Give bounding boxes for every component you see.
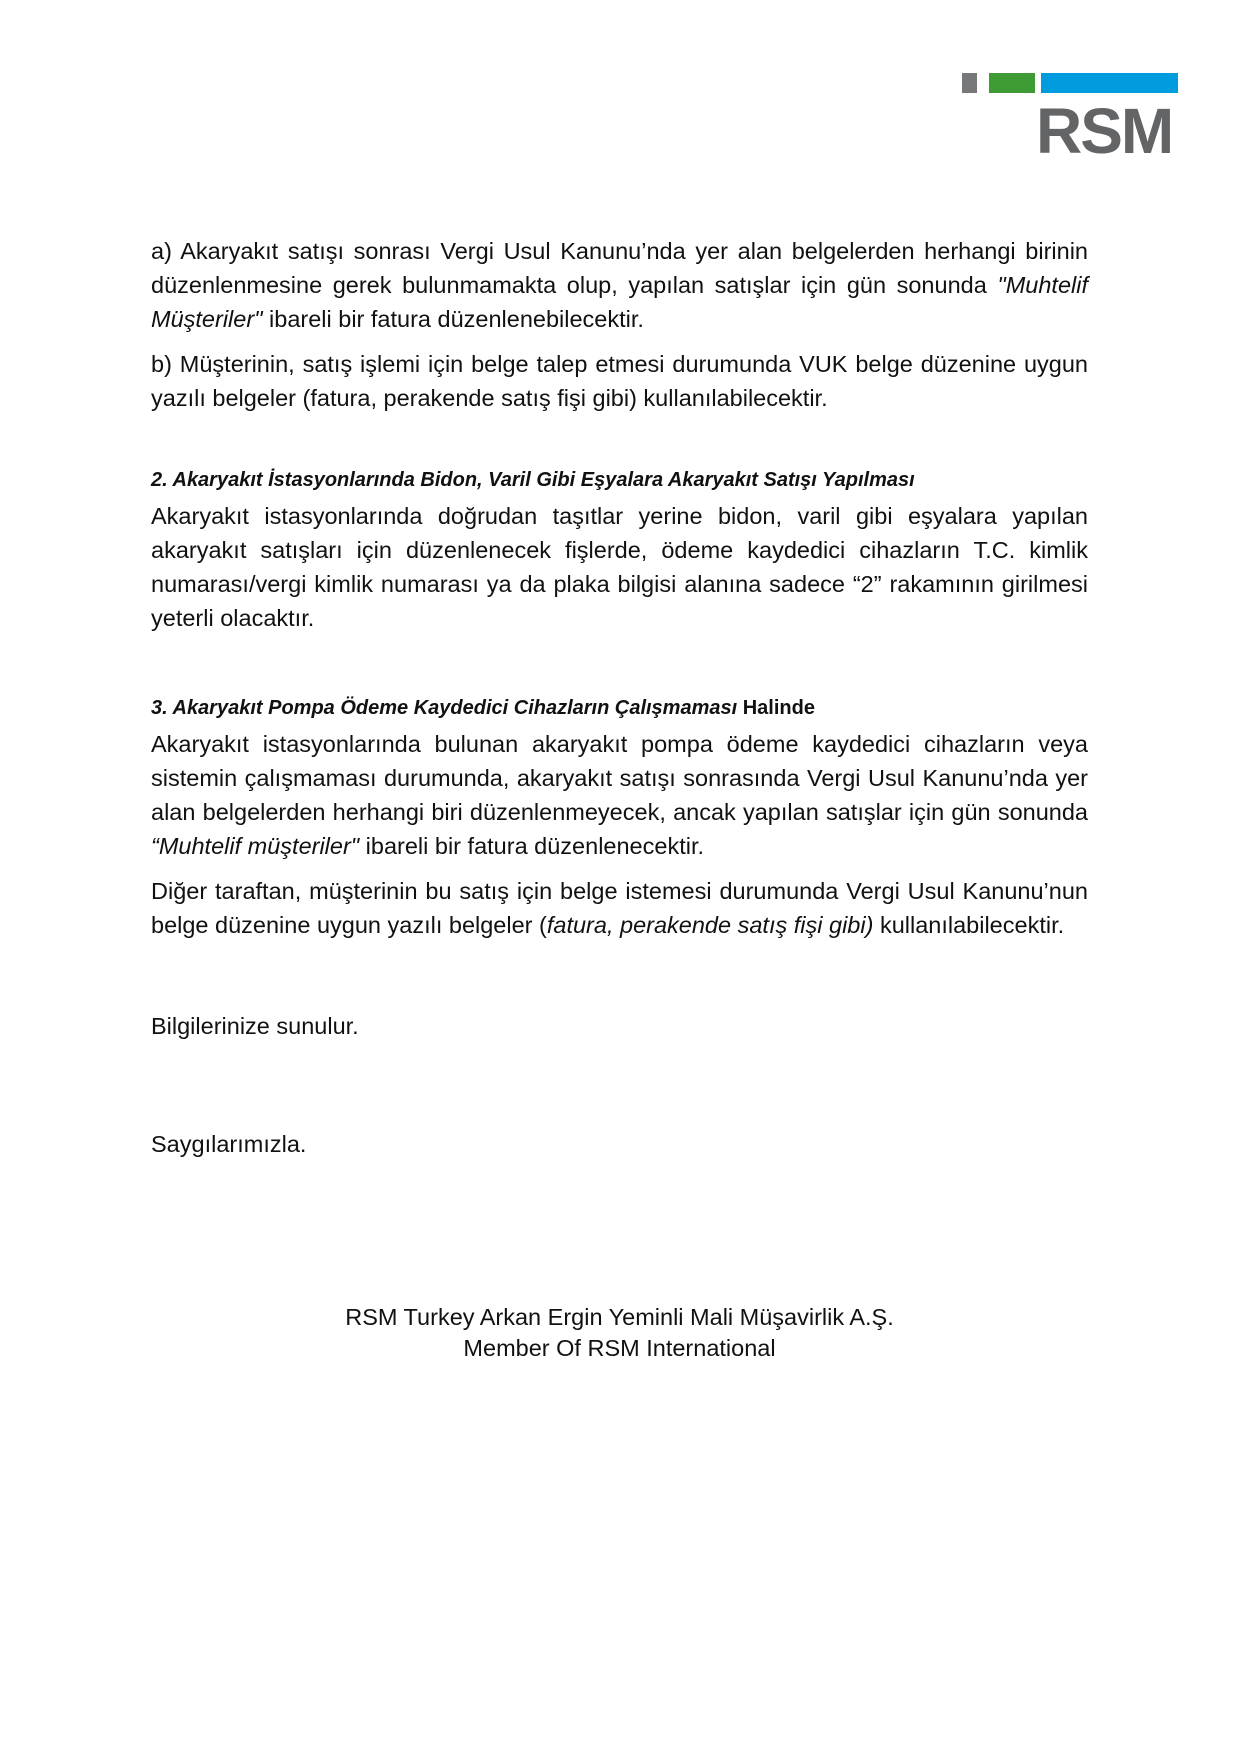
section-3-body-1-end: ibareli bir fatura düzenlenecektir.	[359, 833, 704, 859]
logo-bar-green	[989, 73, 1035, 93]
logo-bar-gray	[962, 73, 977, 93]
section-2-body: Akaryakıt istasyonlarında doğrudan taşıtlar yerine bidon, varil gibi eşyalara yapılan akaryakıt satışları için düzenlenecek fişlerde, ödeme kaydedici cihazların T.C. kimlik numarası/vergi kimlik numarası ya da plaka bilgisi alanına sadece “2” rakamının girilmesi yeterli olacaktır.	[151, 503, 1088, 631]
section-3-body-2-italic: fatura, perakende satış fişi gibi)	[546, 912, 874, 938]
rsm-logo	[962, 73, 1178, 173]
paragraph-b: b) Müşterinin, satış işlemi için belge talep etmesi durumunda VUK belge düzenine uygun yazılı belgeler (fatura, perakende satış fişi gibi) kullanılabilecektir.	[151, 351, 1088, 411]
logo-wordmark: RSM	[1036, 95, 1173, 167]
section-3-body-2-start: Diğer taraftan, müşterinin bu satış için belge istemesi durumunda Vergi Usul Kanunu’nun belge düzenine uygun yazılı belgeler (	[151, 878, 1088, 938]
paragraph-a-text: a) Akaryakıt satışı sonrası Vergi Usul Kanunu’nda yer alan belgelerden herhangi birinin düzenlenmesine gerek bulunmamakta olup, yapılan satışlar için gün sonunda	[151, 238, 1088, 298]
paragraph-a	[151, 234, 1088, 336]
section-3-body-2-end: kullanılabilecektir.	[873, 912, 1065, 938]
letter-body	[151, 234, 1088, 1161]
section-3-body-1-start: Akaryakıt istasyonlarında bulunan akaryakıt pompa ödeme kaydedici cihazların veya sistemin çalışmaması durumunda, akaryakıt satışı sonrasında Vergi Usul Kanunu’nda yer alan belgelerden herhangi biri düzenlenmeyecek, ancak yapılan satışlar için gün sonunda	[151, 731, 1088, 825]
section-3-heading-italic: 3. Akaryakıt Pompa Ödeme Kaydedici Cihazların Çalışmaması	[151, 697, 738, 719]
section-3-body-1-italic: “Muhtelif müşteriler"	[151, 833, 360, 859]
section-3-body-1	[151, 727, 1088, 863]
logo-color-bars	[962, 73, 1178, 93]
section-3-body-2	[151, 874, 1088, 942]
closing-info: Bilgilerinize sunulur.	[151, 1013, 359, 1039]
section-3-heading-rest: Halinde	[737, 697, 815, 719]
section-3-heading	[151, 693, 1088, 723]
paragraph-a-italic: "Muhtelif Müşteriler"	[151, 272, 1088, 332]
paragraph-a-tail: ibareli bir fatura düzenlenebilecektir.	[262, 306, 644, 332]
section-2-heading: 2. Akaryakıt İstasyonlarında Bidon, Varil Gibi Eşyalara Akaryakıt Satışı Yapılması	[151, 469, 915, 491]
signature-block	[151, 1302, 1088, 1364]
logo-bar-blue	[1041, 73, 1178, 93]
membership-line: Member Of RSM International	[463, 1335, 776, 1361]
company-name: RSM Turkey Arkan Ergin Yeminli Mali Müşavirlik A.Ş.	[345, 1304, 894, 1330]
closing-regards: Saygılarımızla.	[151, 1131, 307, 1157]
